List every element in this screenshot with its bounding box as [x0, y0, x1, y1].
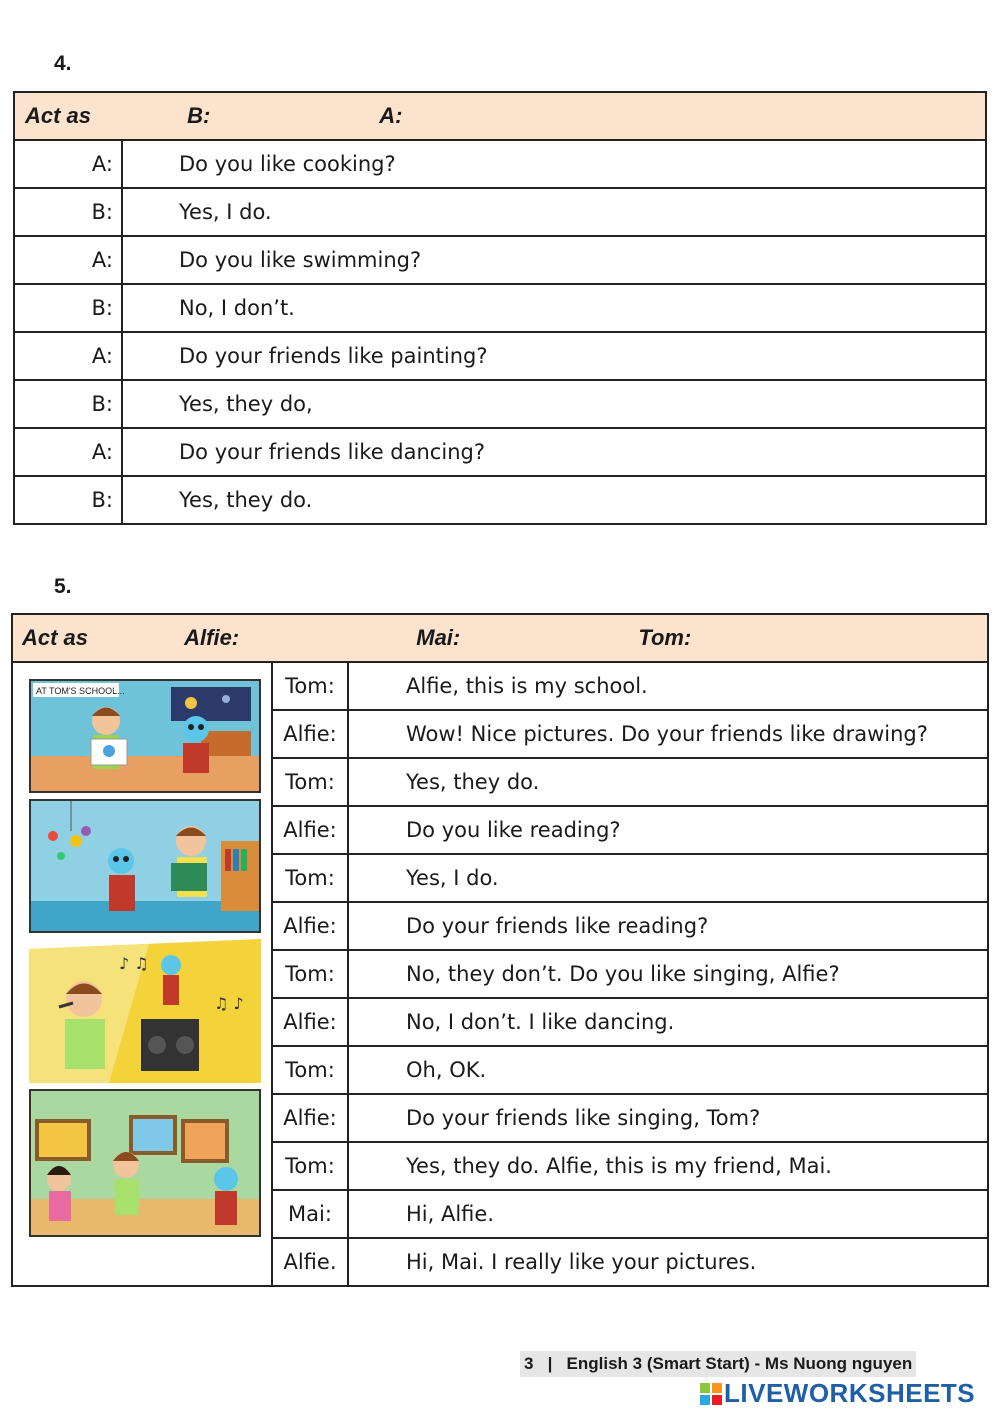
role-a-label: A:	[379, 103, 403, 128]
speaker-cell: Tom:	[272, 1046, 348, 1094]
comic-panel-gallery	[29, 1089, 261, 1237]
table-row	[14, 476, 986, 524]
section-5-number: 5.	[54, 575, 72, 598]
dialogue-line: No, I don’t. I like dancing.	[348, 998, 988, 1046]
section-4-number: 4.	[54, 52, 72, 75]
act-as-label: Act as	[25, 103, 92, 128]
table-row	[14, 428, 986, 476]
table-4-header	[14, 92, 986, 140]
comic-panel-classroom	[29, 679, 261, 793]
speaker-cell: Alfie:	[272, 1094, 348, 1142]
comic-panel-singing	[29, 939, 261, 1083]
table-row	[14, 236, 986, 284]
speaker-cell: Tom:	[272, 950, 348, 998]
speaker-cell: Alfie:	[272, 902, 348, 950]
role-mai-label: Mai:	[416, 625, 461, 650]
dialogue-line: Do you like swimming?	[122, 236, 986, 284]
page-footer: 3 | English 3 (Smart Start) - Ms Nuong nguyen	[520, 1351, 916, 1377]
dialogue-line: Do your friends like dancing?	[122, 428, 986, 476]
dialogue-line: Hi, Alfie.	[348, 1190, 988, 1238]
brand-name: LIVEWORKSHEETS	[724, 1378, 976, 1408]
dialogue-line: Yes, I do.	[348, 854, 988, 902]
speaker-cell: Alfie:	[272, 710, 348, 758]
svg-text:♪ ♫: ♪ ♫	[119, 954, 149, 973]
speaker-cell: A:	[14, 428, 122, 476]
dialogue-line: Do your friends like singing, Tom?	[348, 1094, 988, 1142]
liveworksheets-logo-icon	[700, 1381, 722, 1403]
speaker-cell: Tom:	[272, 1142, 348, 1190]
speaker-cell: B:	[14, 380, 122, 428]
speaker-cell: Alfie:	[272, 806, 348, 854]
comic-panel-reading	[29, 799, 261, 933]
speaker-cell: A:	[14, 140, 122, 188]
dialogue-line: Do you like reading?	[348, 806, 988, 854]
dialogue-table-5	[11, 613, 989, 1287]
speaker-cell: A:	[14, 236, 122, 284]
dialogue-line: Do your friends like painting?	[122, 332, 986, 380]
speaker-cell: Tom:	[272, 758, 348, 806]
panel-caption: AT TOM'S SCHOOL...	[36, 686, 125, 696]
speaker-cell: Alfie:	[272, 998, 348, 1046]
speaker-cell: Tom:	[272, 662, 348, 710]
table-row	[14, 332, 986, 380]
role-alfie-label: Alfie:	[184, 625, 240, 650]
dialogue-line: Hi, Mai. I really like your pictures.	[348, 1238, 988, 1286]
speaker-cell: B:	[14, 284, 122, 332]
table-row	[14, 380, 986, 428]
dialogue-line: Oh, OK.	[348, 1046, 988, 1094]
speaker-cell: B:	[14, 476, 122, 524]
comic-panels	[12, 662, 272, 1286]
dialogue-line: Wow! Nice pictures. Do your friends like drawing?	[348, 710, 988, 758]
speaker-cell: B:	[14, 188, 122, 236]
dialogue-line: Yes, they do.	[348, 758, 988, 806]
role-tom-label: Tom:	[638, 625, 692, 650]
speaker-cell: Alfie.	[272, 1238, 348, 1286]
dialogue-line: Do your friends like reading?	[348, 902, 988, 950]
dialogue-line: Alfie, this is my school.	[348, 662, 988, 710]
table-row	[14, 284, 986, 332]
speaker-cell: Tom:	[272, 854, 348, 902]
table-row	[14, 188, 986, 236]
svg-text:♫ ♪: ♫ ♪	[214, 994, 244, 1013]
dialogue-line: Yes, I do.	[122, 188, 986, 236]
dialogue-line: Do you like cooking?	[122, 140, 986, 188]
dialogue-table-4	[13, 91, 987, 525]
act-as-label: Act as	[22, 625, 89, 650]
liveworksheets-brand	[700, 1378, 975, 1409]
dialogue-line: Yes, they do,	[122, 380, 986, 428]
table-5-header	[12, 614, 988, 662]
role-b-label: B:	[187, 103, 211, 128]
speaker-cell: Mai:	[272, 1190, 348, 1238]
speaker-cell: A:	[14, 332, 122, 380]
table-row	[14, 140, 986, 188]
dialogue-line: Yes, they do.	[122, 476, 986, 524]
dialogue-line: Yes, they do. Alfie, this is my friend, Mai.	[348, 1142, 988, 1190]
table-row	[12, 662, 988, 710]
dialogue-line: No, they don’t. Do you like singing, Alfie?	[348, 950, 988, 998]
dialogue-line: No, I don’t.	[122, 284, 986, 332]
